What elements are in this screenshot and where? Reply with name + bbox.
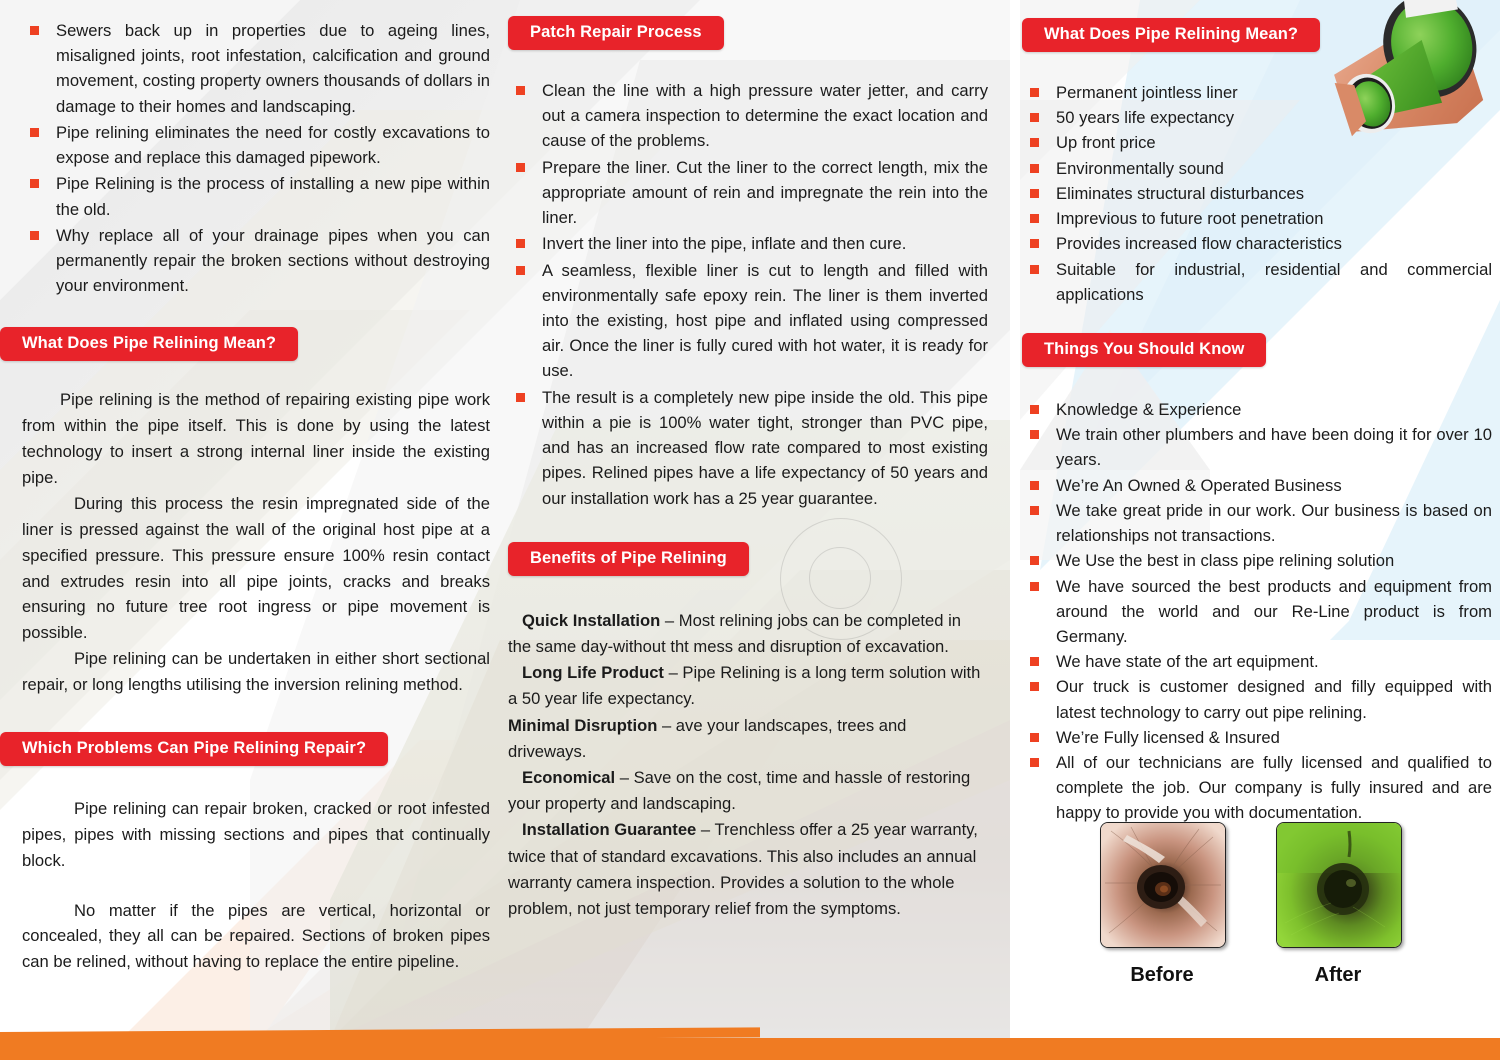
benefit-title: Installation Guarantee: [522, 820, 697, 840]
section-header-benefits-of-pipe-relining: [508, 542, 988, 576]
benefit-dash: –: [660, 610, 679, 630]
patch-repair-bullet-list: [508, 78, 988, 511]
paragraph: Pipe relining can be undertaken in either short sectional repair, or long lengths utilising the inversion relining method.: [22, 649, 490, 695]
before-caption: Before: [1130, 964, 1194, 986]
after-item: [1276, 822, 1400, 987]
benefits-list: [508, 608, 988, 922]
middle-column: [508, 0, 988, 922]
benefit-dash: –: [657, 715, 676, 735]
benefit-item: [508, 713, 988, 765]
badge-label: Things You Should Know: [1022, 333, 1266, 367]
badge-label: Patch Repair Process: [508, 16, 724, 50]
list-item: A seamless, flexible liner is cut to length and filled with environmentally safe epoxy rein. The liner is them inverted into the existing, host pipe and inflated using compressed air. Once the liner is fully cured with hot water, it is ready for use.: [508, 258, 988, 384]
badge-label: Which Problems Can Pipe Relining Repair?: [0, 732, 388, 766]
list-item: Permanent jointless liner: [1022, 80, 1492, 105]
damaged-pipe-interior-photo: [1100, 822, 1226, 948]
list-item: We Use the best in class pipe relining solution: [1022, 548, 1492, 573]
list-item: Why replace all of your drainage pipes when you can permanently repair the broken sections without destroying your environment.: [22, 223, 490, 299]
benefit-text: Save on the cost, time and hassle of restoring your property and landscaping.: [508, 767, 971, 814]
benefit-dash: –: [696, 820, 715, 840]
paragraph: Pipe relining is the method of repairing existing pipe work from within the pipe itself. This is done by using the latest technology to insert a strong internal liner inside the existing pipe.: [22, 390, 490, 488]
badge-label: What Does Pipe Relining Mean?: [0, 327, 298, 361]
list-item: Knowledge & Experience: [1022, 397, 1492, 422]
list-item: 50 years life expectancy: [1022, 105, 1492, 130]
green-relined-pipe-cutaway-photo: [1322, 0, 1496, 170]
list-item: Environmentally sound: [1022, 156, 1492, 181]
list-item: We train other plumbers and have been doing it for over 10 years.: [1022, 422, 1492, 472]
benefit-title: Minimal Disruption: [508, 715, 658, 735]
badge-label: What Does Pipe Relining Mean?: [1022, 18, 1320, 52]
benefit-text: Most relining jobs can be completed in the same day-without tht mess and disruption of excavation.: [508, 610, 962, 656]
benefit-dash: –: [615, 767, 634, 787]
benefit-item: [508, 817, 988, 922]
benefit-title: Quick Installation: [522, 610, 661, 630]
list-item: Sewers back up in properties due to ageing lines, misaligned joints, root infestation, calcification and ground movement, costing property owners thousands of dollars in damage to their homes and landscaping.: [22, 18, 490, 119]
left-column: [22, 0, 490, 975]
benefit-text: ave your landscapes, trees and driveways.: [508, 715, 907, 761]
after-caption: After: [1314, 964, 1362, 986]
benefit-item: [508, 608, 988, 660]
list-item: We’re Fully licensed & Insured: [1022, 725, 1492, 750]
list-item: Clean the line with a high pressure water jetter, and carry out a camera inspection to determine the exact location and cause of the problems.: [508, 78, 988, 154]
list-item: We have state of the art equipment.: [1022, 649, 1492, 674]
list-item: The result is a completely new pipe inside the old. This pipe within a pie is 100% water tight, stronger than PVC pipe, and has an increased flow rate compared to most existing pipes. Relined pipes have a life expectancy of 50 years and our installation work has a 25 year guarantee.: [508, 385, 988, 511]
badge-label: Benefits of Pipe Relining: [508, 542, 749, 576]
benefit-text: Trenchless offer a 25 year warranty, twice that of standard excavations. This also includes an annual warranty camera inspection. Provides a solution to the whole problem, not just temporary relief from the symptoms.: [508, 820, 978, 918]
relined-pipe-interior-photo: [1276, 822, 1402, 948]
things-you-should-know-bullet-list: [1022, 397, 1492, 826]
section-header-which-problems: [0, 732, 490, 766]
list-item: Imprevious to future root penetration: [1022, 206, 1492, 231]
paragraph: No matter if the pipes are vertical, horizontal or concealed, they all can be repaired. Sections of broken pipes can be relined, without having to replace the entire pipeline.: [22, 900, 490, 972]
list-item: Pipe Relining is the process of installing a new pipe within the old.: [22, 171, 490, 221]
before-item: [1100, 822, 1224, 987]
list-item: Up front price: [1022, 130, 1492, 155]
list-item: Pipe relining eliminates the need for costly excavations to expose and replace this damaged pipework.: [22, 120, 490, 170]
list-item: Invert the liner into the pipe, inflate and then cure.: [508, 231, 988, 256]
benefit-item: [508, 660, 988, 712]
benefit-title: Economical: [522, 767, 616, 787]
right-column: [1022, 0, 1492, 986]
list-item: All of our technicians are fully licensed and qualified to complete the job. Our company is fully insured and are happy to provide you with documentation.: [1022, 750, 1492, 826]
section-header-things-you-should-know: [1022, 333, 1492, 367]
list-item: We have sourced the best products and equipment from around the world and our Re-Line product is from Germany.: [1022, 574, 1492, 650]
benefit-title: Long Life Product: [522, 663, 664, 683]
benefit-item: [508, 765, 988, 817]
paragraph: During this process the resin impregnated side of the liner is pressed against the wall of the original host pipe at a specified pressure. This pressure ensure 100% resin contact and extrudes resin into all pipe joints, cracks and breaks ensuring no future tree root ingress or pipe movement is possible.: [22, 493, 490, 643]
list-item: Eliminates structural disturbances: [1022, 181, 1492, 206]
list-item: We take great pride in our work. Our business is based on relationships not transactions.: [1022, 498, 1492, 548]
list-item: Provides increased flow characteristics: [1022, 231, 1492, 256]
list-item: Prepare the liner. Cut the liner to the correct length, mix the appropriate amount of rein and impregnate the rein into the liner.: [508, 155, 988, 231]
benefit-dash: –: [663, 663, 683, 683]
list-item: We’re An Owned & Operated Business: [1022, 473, 1492, 498]
before-after-comparison: [1100, 822, 1460, 987]
paragraph: Pipe relining can repair broken, cracked or root infested pipes, pipes with missing sections and pipes that continually block.: [22, 798, 490, 870]
intro-bullet-list: [22, 18, 490, 298]
list-item: Our truck is customer designed and filly equipped with latest technology to carry out pipe relining.: [1022, 674, 1492, 724]
section-header-what-does-pipe-relining-mean-left: [0, 327, 490, 361]
section-header-patch-repair-process: [508, 16, 988, 50]
list-item: Suitable for industrial, residential and commercial applications: [1022, 257, 1492, 307]
benefit-text: Pipe Relining is a long term solution with a 50 year life expectancy.: [508, 663, 981, 709]
